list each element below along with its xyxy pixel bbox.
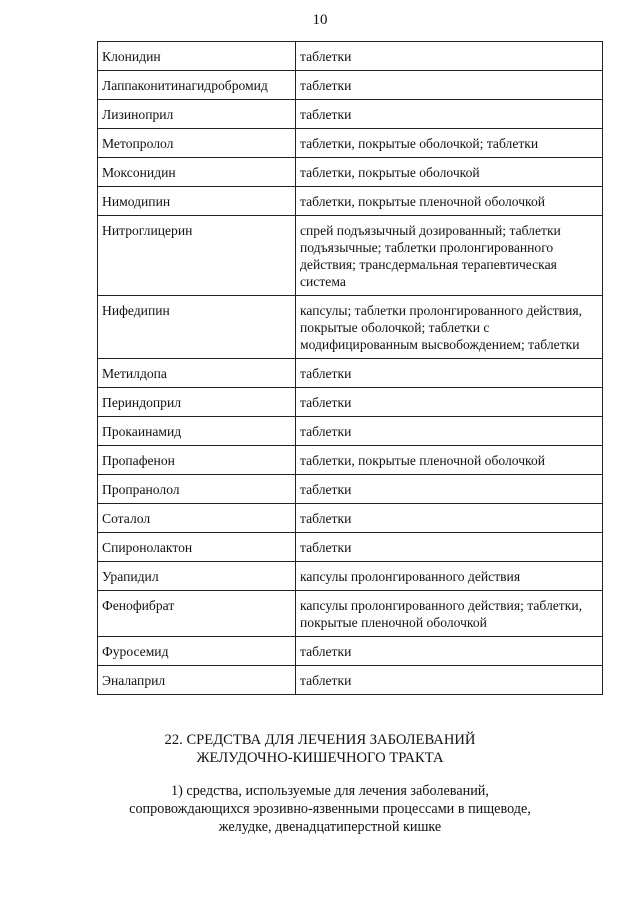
dosage-form-cell: капсулы; таблетки пролонгированного действия, покрытые оболочкой; таблетки с модифицированным высвобождением; таблетки bbox=[296, 296, 603, 359]
table-row bbox=[98, 475, 603, 504]
drug-name-cell: Спиронолактон bbox=[98, 533, 296, 562]
drug-name-cell: Нимодипин bbox=[98, 187, 296, 216]
subsection-line-2: сопровождающихся эрозивно-язвенными процессами в пищеводе, bbox=[129, 801, 531, 817]
drug-table-body bbox=[98, 42, 603, 695]
table-row bbox=[98, 666, 603, 695]
table-row bbox=[98, 158, 603, 187]
drug-name-cell: Соталол bbox=[98, 504, 296, 533]
dosage-form-cell: таблетки bbox=[296, 100, 603, 129]
drug-table bbox=[97, 41, 603, 695]
dosage-form-cell: таблетки bbox=[296, 637, 603, 666]
table-row bbox=[98, 216, 603, 296]
drug-name-cell: Прокаинамид bbox=[98, 417, 296, 446]
subsection-line-3: желудке, двенадцатиперстной кишке bbox=[218, 819, 442, 835]
drug-name-cell: Клонидин bbox=[98, 42, 296, 71]
table-row bbox=[98, 417, 603, 446]
drug-name-cell: Урапидил bbox=[98, 562, 296, 591]
drug-name-cell: Пропранолол bbox=[98, 475, 296, 504]
table-row bbox=[98, 637, 603, 666]
table-row bbox=[98, 296, 603, 359]
dosage-form-cell: таблетки bbox=[296, 417, 603, 446]
section-title bbox=[90, 731, 550, 767]
dosage-form-cell: таблетки bbox=[296, 359, 603, 388]
drug-name-cell: Фуросемид bbox=[98, 637, 296, 666]
drug-name-cell: Метилдопа bbox=[98, 359, 296, 388]
section-title-line-1: 22. СРЕДСТВА ДЛЯ ЛЕЧЕНИЯ ЗАБОЛЕВАНИЙ bbox=[164, 732, 476, 748]
subsection-line-1: 1) средства, используемые для лечения заболеваний, bbox=[171, 783, 489, 799]
dosage-form-cell: таблетки bbox=[296, 666, 603, 695]
subsection-title bbox=[110, 782, 550, 836]
dosage-form-cell: таблетки bbox=[296, 533, 603, 562]
dosage-form-cell: капсулы пролонгированного действия bbox=[296, 562, 603, 591]
dosage-form-cell: таблетки bbox=[296, 504, 603, 533]
table-row bbox=[98, 388, 603, 417]
drug-name-cell: Моксонидин bbox=[98, 158, 296, 187]
section-title-line-2: ЖЕЛУДОЧНО-КИШЕЧНОГО ТРАКТА bbox=[196, 750, 444, 766]
table-row bbox=[98, 446, 603, 475]
dosage-form-cell: таблетки bbox=[296, 71, 603, 100]
drug-name-cell: Лаппаконитинагидробромид bbox=[98, 71, 296, 100]
dosage-form-cell: капсулы пролонгированного действия; таблетки, покрытые пленочной оболочкой bbox=[296, 591, 603, 637]
table-row bbox=[98, 591, 603, 637]
table-row bbox=[98, 71, 603, 100]
table-row bbox=[98, 129, 603, 158]
drug-name-cell: Периндоприл bbox=[98, 388, 296, 417]
dosage-form-cell: таблетки, покрытые оболочкой bbox=[296, 158, 603, 187]
table-row bbox=[98, 42, 603, 71]
drug-name-cell: Нитроглицерин bbox=[98, 216, 296, 296]
drug-name-cell: Лизиноприл bbox=[98, 100, 296, 129]
dosage-form-cell: таблетки bbox=[296, 475, 603, 504]
table-row bbox=[98, 504, 603, 533]
dosage-form-cell: таблетки bbox=[296, 42, 603, 71]
table-row bbox=[98, 533, 603, 562]
table-row bbox=[98, 187, 603, 216]
table-row bbox=[98, 359, 603, 388]
drug-name-cell: Пропафенон bbox=[98, 446, 296, 475]
dosage-form-cell: спрей подъязычный дозированный; таблетки подъязычные; таблетки пролонгированного действия; трансдермальная терапевтическая система bbox=[296, 216, 603, 296]
drug-name-cell: Эналаприл bbox=[98, 666, 296, 695]
dosage-form-cell: таблетки bbox=[296, 388, 603, 417]
table-row bbox=[98, 100, 603, 129]
dosage-form-cell: таблетки, покрытые оболочкой; таблетки bbox=[296, 129, 603, 158]
dosage-form-cell: таблетки, покрытые пленочной оболочкой bbox=[296, 446, 603, 475]
drug-name-cell: Метопролол bbox=[98, 129, 296, 158]
table-row bbox=[98, 562, 603, 591]
dosage-form-cell: таблетки, покрытые пленочной оболочкой bbox=[296, 187, 603, 216]
page-number: 10 bbox=[312, 12, 328, 28]
drug-name-cell: Нифедипин bbox=[98, 296, 296, 359]
drug-name-cell: Фенофибрат bbox=[98, 591, 296, 637]
